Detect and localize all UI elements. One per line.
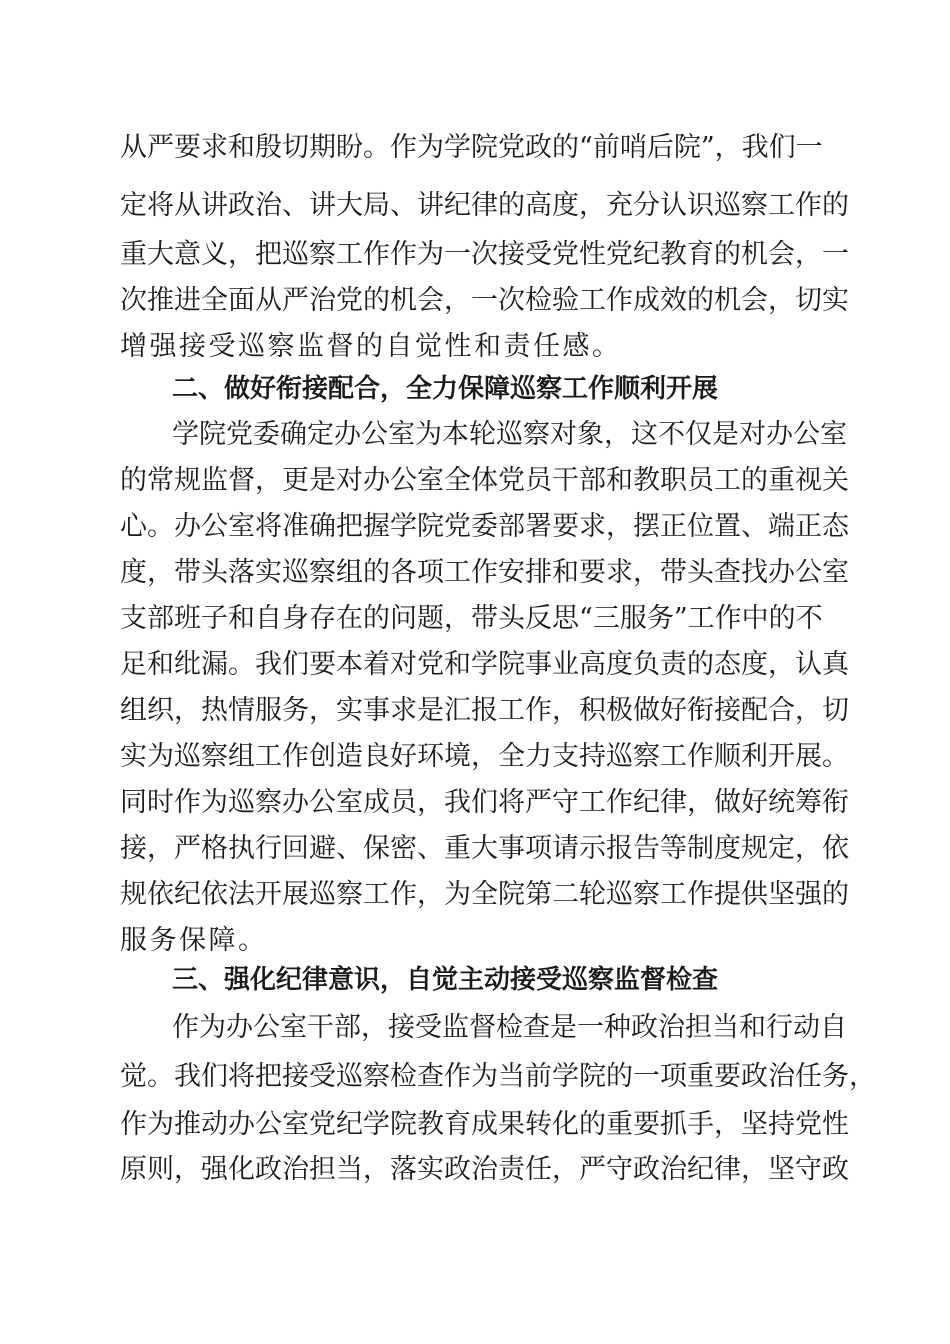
paragraph-line: 作 为 办 公 室 干 部 ， 接 受 监 督 检 查 是 一 种 政 治 担 当 和 行 动 自: [172, 1012, 847, 1043]
paragraph-line: 足 和 纰 漏 。 我 们 要 本 着 对 党 和 学 院 事 业 高 度 负 责 的 态 度 ， 认 真: [120, 649, 849, 680]
section-heading: 二、做好衔接配合，全力保障巡察工作顺利开展: [172, 374, 719, 404]
paragraph-line: 学 院 党 委 确 定 办 公 室 为 本 轮 巡 察 对 象 ， 这 不 仅 是 对 办 公 室: [172, 419, 847, 450]
paragraph-line: 原 则 ， 强 化 政 治 担 当 ， 落 实 政 治 责 任 ， 严 守 政 治 纪 律 ， 坚 守 政: [120, 1154, 849, 1185]
paragraph-line: 度 ， 带 头 落 实 巡 察 组 的 各 项 工 作 安 排 和 要 求 ， 带 头 查 找 办 公 室: [120, 557, 849, 588]
paragraph-line: 组 织 ， 热 情 服 务 ， 实 事 求 是 汇 报 工 作 ， 积 极 做 好 衔 接 配 合 ， 切: [120, 695, 849, 726]
paragraph-line: 接 ， 严 格 执 行 回 避 、 保 密 、 重 大 事 项 请 示 报 告 等 制 度 规 定 ， 依: [120, 833, 849, 864]
paragraph-line: 同 时 作 为 巡 察 办 公 室 成 员 ， 我 们 将 严 守 工 作 纪 律 ， 做 好 统 筹 衔: [120, 787, 849, 818]
paragraph-line: 增强接受巡察监督的自觉性和责任感。: [120, 331, 622, 362]
paragraph-line: 作 为 推 动 办 公 室 党 纪 学 院 教 育 成 果 转 化 的 重 要 抓 手 ， 坚 持 党 性: [120, 1109, 849, 1140]
section-heading: 三、强化纪律意识，自觉主动接受巡察监督检查: [172, 965, 719, 995]
paragraph-line: 心 。 办 公 室 将 准 确 把 握 学 院 党 委 部 署 要 求 ， 摆 正 位 置 、 端 正 态: [120, 511, 849, 542]
paragraph-line: 次 推 进 全 面 从 严 治 党 的 机 会 ， 一 次 检 验 工 作 成 效 的 机 会 ， 切 实: [120, 285, 849, 316]
paragraph-line: 重 大 意 义 ， 把 巡 察 工 作 作 为 一 次 接 受 党 性 党 纪 教 育 的 机 会 ， 一: [120, 239, 849, 270]
paragraph-line: 服务保障。: [120, 925, 268, 956]
paragraph-line: 支 部 班 子 和 自 身 存 在 的 问 题 ， 带 头 反 思 “ 三 服 务 ” 工 作 中 的 不: [120, 603, 823, 634]
paragraph-line: 实 为 巡 察 组 工 作 创 造 良 好 环 境 ， 全 力 支 持 巡 察 工 作 顺 利 开 展 。: [120, 741, 849, 772]
paragraph-line: 定 将 从 讲 政 治 、 讲 大 局 、 讲 纪 律 的 高 度 ， 充 分 认 识 巡 察 工 作 的: [120, 190, 849, 221]
paragraph-line: 从 严 要 求 和 殷 切 期 盼 。 作 为 学 院 党 政 的 “ 前 哨 后 院 ” ， 我 们 一: [120, 132, 823, 163]
paragraph-line: 觉 。 我 们 将 把 接 受 巡 察 检 查 作 为 当 前 学 院 的 一 项 重 要 政 治 任 务 ，: [120, 1061, 876, 1092]
paragraph-line: 的 常 规 监 督 ， 更 是 对 办 公 室 全 体 党 员 干 部 和 教 职 员 工 的 重 视 关: [120, 465, 849, 496]
paragraph-line: 规 依 纪 依 法 开 展 巡 察 工 作 ， 为 全 院 第 二 轮 巡 察 工 作 提 供 坚 强 的: [120, 879, 849, 910]
